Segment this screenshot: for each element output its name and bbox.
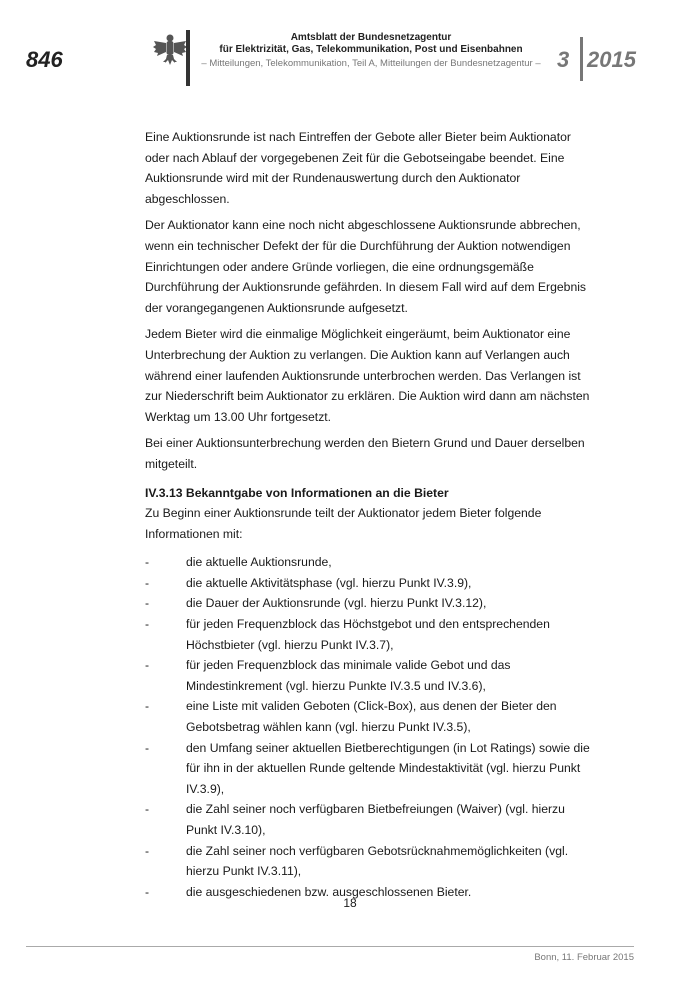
paragraph: Jedem Bieter wird die einmalige Möglichkeit eingeräumt, beim Auktionator eine Unterbrechung der Auktion zu verlangen. Die Auktion kann auf Verlangen auch während einer laufenden Auktionsrunde unterbrochen werden. Das Verlangen ist zur Niederschrift beim Auktionator zu erklären. Die Auktion wird dann am nächsten Werktag um 13.00 Uhr fortgesetzt. (145, 327, 590, 424)
list-bullet: - (145, 740, 150, 755)
list-item-text: die Zahl seiner noch verfügbaren Gebotsrücknahmemöglichkeiten (vgl. hierzu Punkt IV.3.11), (186, 843, 569, 879)
list-bullet: - (145, 596, 150, 611)
journal-title (192, 32, 550, 56)
list-item (145, 655, 592, 696)
document-page-number: 18 (343, 896, 357, 910)
federal-eagle-icon (152, 32, 188, 68)
list-bullet: - (145, 575, 150, 590)
list-item (145, 738, 592, 800)
page-number: 846 (26, 47, 63, 72)
list-item (145, 799, 592, 840)
list-item (145, 593, 592, 614)
list-bullet: - (145, 843, 150, 858)
list-item-text: den Umfang seiner aktuellen Bietberechtigungen (in Lot Ratings) sowie die für ihn in der aktuellen Runde geltende Mindestaktivität (vgl. hierzu Punkt IV.3.9), (186, 740, 590, 796)
list-item-text: die Dauer der Auktionsrunde (vgl. hierzu Punkt IV.3.12), (186, 596, 487, 611)
list-item-text: die Zahl seiner noch verfügbaren Bietbefreiungen (Waiver) (vgl. hierzu Punkt IV.3.10), (186, 802, 565, 837)
header-divider (186, 30, 190, 86)
list-item-text: die aktuelle Auktionsrunde, (186, 555, 332, 570)
paragraph: Bei einer Auktionsunterbrechung werden den Bietern Grund und Dauer derselben mitgeteilt. (145, 436, 585, 471)
list-bullet: - (145, 617, 150, 632)
document-body (145, 127, 592, 902)
issue-year: 2015 (587, 47, 636, 72)
list-bullet: - (145, 555, 150, 570)
list-item-text: für jeden Frequenzblock das Höchstgebot und den entsprechenden Höchstbieter (vgl. hierzu Punkt IV.3.7), (186, 617, 550, 652)
issue-divider (580, 37, 583, 81)
paragraph: Der Auktionator kann eine noch nicht abgeschlossene Auktionsrunde abbrechen, wenn ein technischer Defekt der für die Durchführung der Auktion notwendigen Einrichtungen oder andere Gründe vorliegen, die eine ordnungsgemäße Durchführung der Auktionsrunde gefährden. In diesem Fall wird auf dem Ergebnis der vorangegangenen Auktionsrunde aufgesetzt. (145, 218, 587, 315)
section-intro: Zu Beginn einer Auktionsrunde teilt der Auktionator jedem Bieter folgende Informationen mit: (145, 506, 542, 541)
list-item-text: die aktuelle Aktivitätsphase (vgl. hierzu Punkt IV.3.9), (186, 575, 472, 590)
list-bullet: - (145, 658, 150, 673)
journal-title-line2: für Elektrizität, Gas, Telekommunikation, Post und Eisenbahnen (219, 44, 523, 55)
list-item (145, 696, 592, 737)
list-item (145, 614, 592, 655)
list-item (145, 841, 592, 882)
list-item-text: eine Liste mit validen Geboten (Click-Box), aus denen der Bieter den Gebotsbetrag wählen kann (vgl. hierzu Punkt IV.3.5), (186, 699, 557, 735)
information-list (145, 552, 592, 902)
journal-subtitle: – Mitteilungen, Telekommunikation, Teil A, Mitteilungen der Bundesnetzagentur – (201, 58, 541, 69)
list-item-text: für jeden Frequenzblock das minimale valide Gebot und das Mindestinkrement (vgl. hierzu Punkte IV.3.5 und IV.3.6), (186, 658, 511, 693)
journal-title-line1: Amtsblatt der Bundesnetzagentur (290, 32, 452, 43)
issue-number: 3 (557, 47, 570, 72)
footer-date: Bonn, 11. Februar 2015 (534, 952, 634, 963)
list-bullet: - (145, 699, 150, 714)
list-bullet: - (145, 884, 150, 899)
list-bullet: - (145, 802, 150, 817)
section-heading: IV.3.13 Bekanntgabe von Informationen an die Bieter (145, 485, 449, 500)
paragraph: Eine Auktionsrunde ist nach Eintreffen der Gebote aller Bieter beim Auktionator oder nach Ablauf der vorgegebenen Zeit für die Gebotseingabe beendet. Eine Auktionsrunde wird mit der Rundenauswertung durch den Auktionator abgeschlossen. (145, 130, 571, 206)
list-item (145, 552, 592, 573)
footer-divider (26, 946, 634, 947)
list-item (145, 573, 592, 594)
list-item-text: die ausgeschiedenen bzw. ausgeschlossenen Bieter. (186, 884, 472, 899)
